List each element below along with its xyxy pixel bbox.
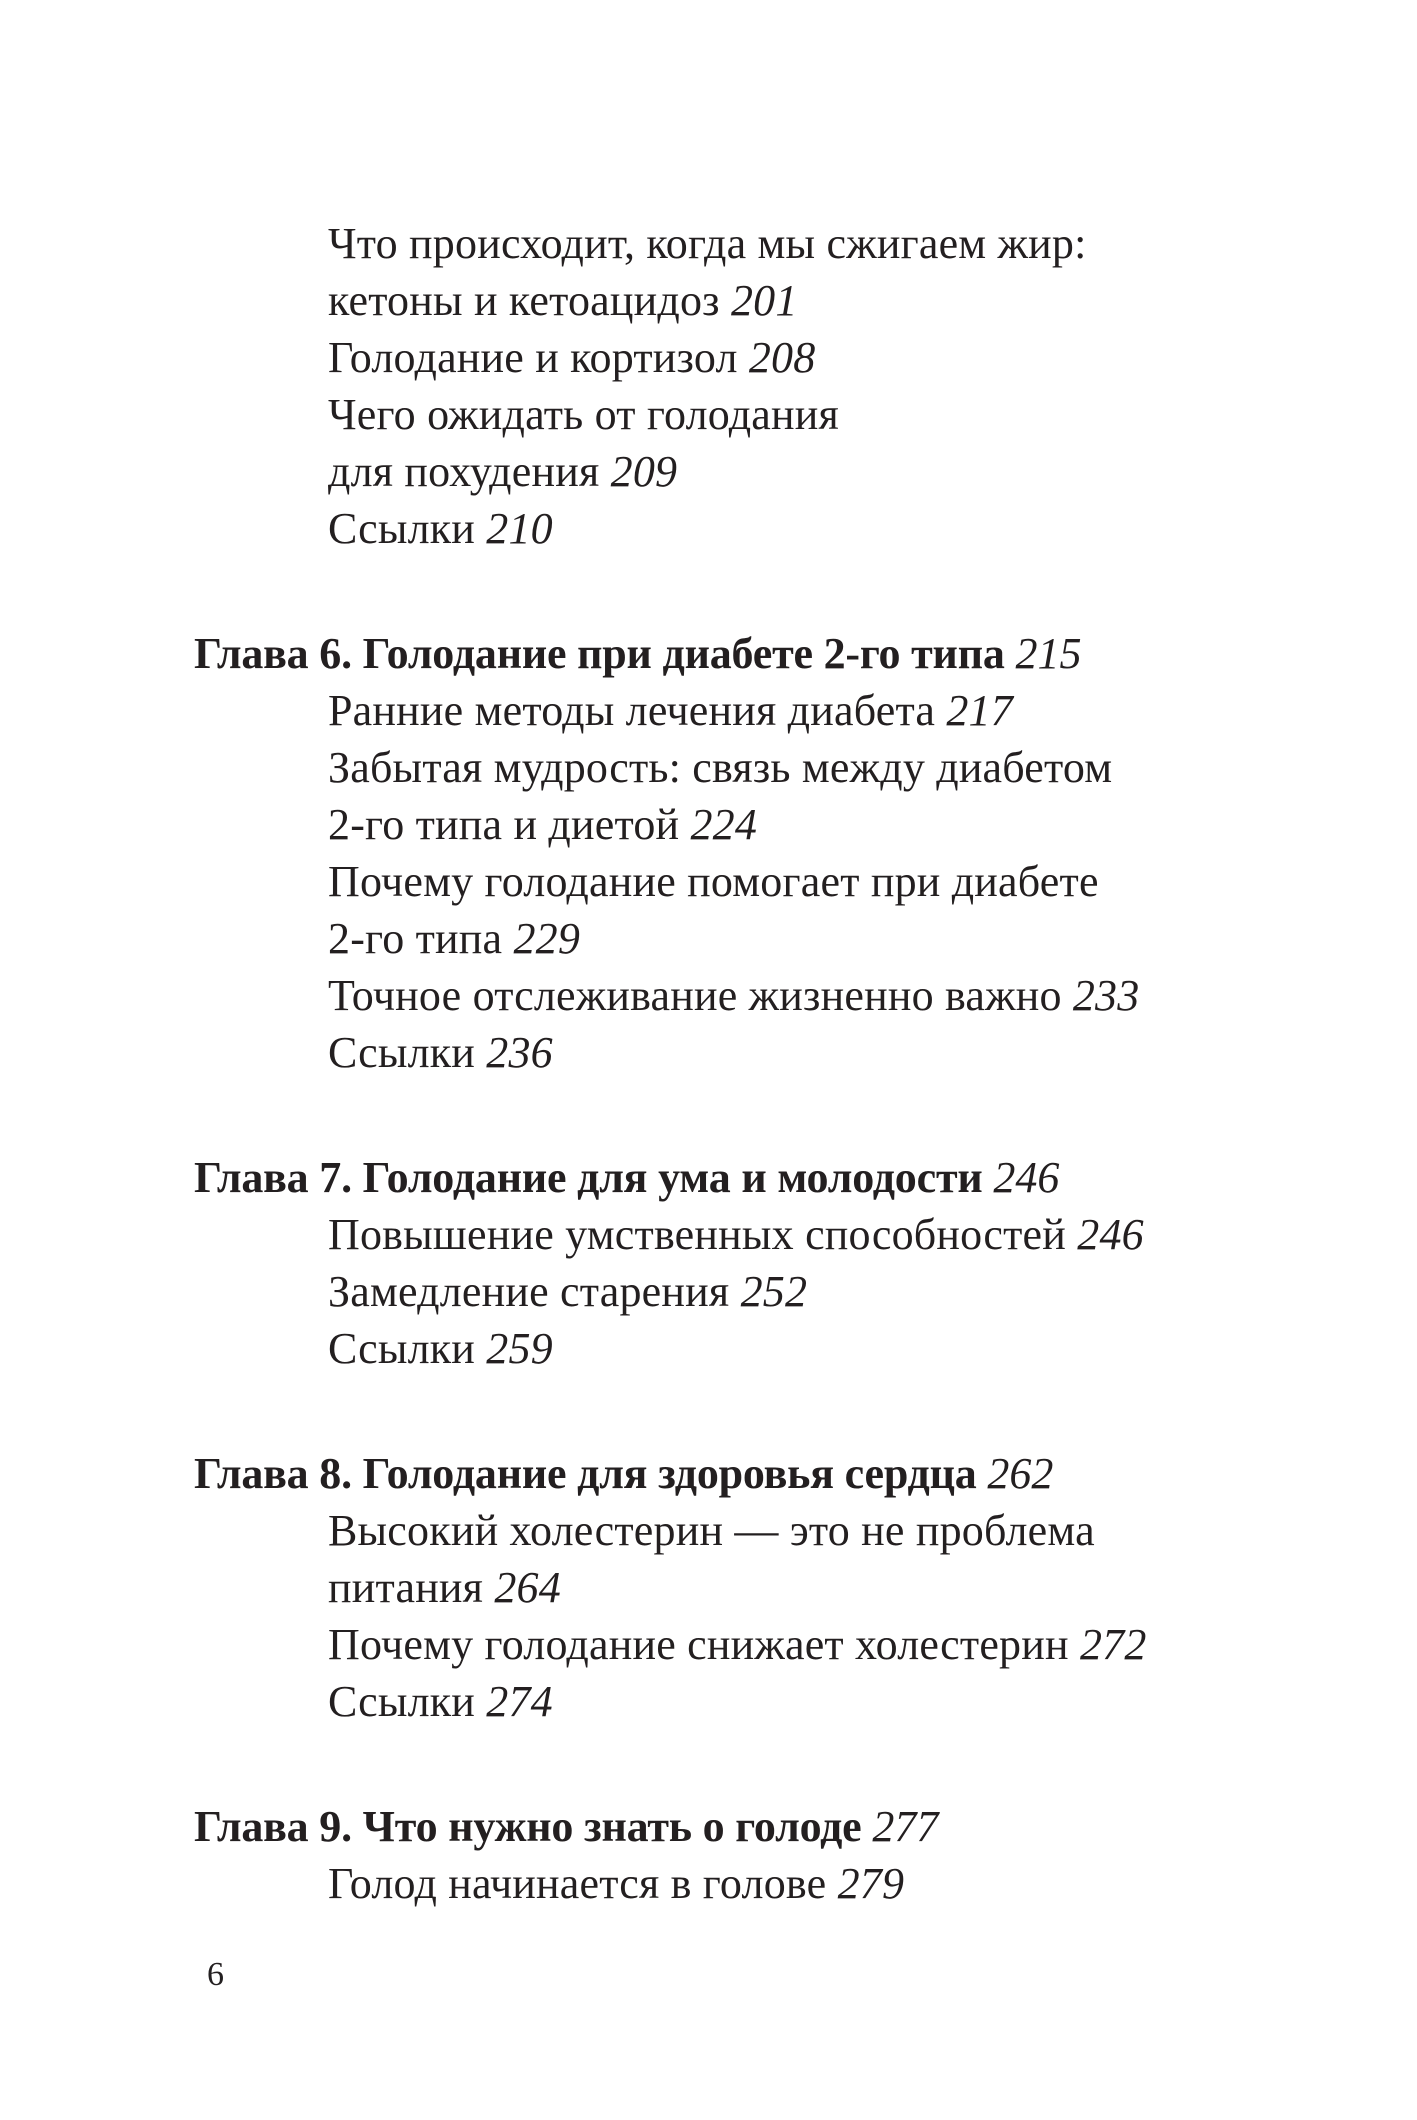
page-number: 246 (1077, 1210, 1144, 1259)
page-number: 236 (486, 1028, 553, 1077)
toc-entry (328, 329, 1314, 386)
page-number: 259 (486, 1324, 553, 1373)
page-number: 262 (987, 1449, 1054, 1498)
page-number: 217 (946, 686, 1013, 735)
toc-entry (328, 682, 1314, 739)
chapter-title: Глава 6. Голодание при диабете 2-го типа (194, 629, 1005, 678)
toc-entry-text: Почему голодание помогает при диабете (328, 857, 1099, 906)
toc-entry (328, 386, 1314, 500)
toc-entry-text: Забытая мудрость: связь между диабетом (328, 743, 1113, 792)
page-number: 210 (486, 504, 553, 553)
page-number: 252 (740, 1267, 808, 1316)
toc-entry (328, 1855, 1314, 1912)
folio-page-number: 6 (207, 1956, 224, 1993)
toc-entry-text: Что происходит, когда мы сжигаем жир: (328, 219, 1087, 268)
page-number: 279 (837, 1859, 905, 1908)
toc-entry-text: Ссылки (328, 504, 476, 553)
toc-entry-text: Ссылки (328, 1028, 476, 1077)
toc-entry-text: Ссылки (328, 1677, 476, 1726)
toc-entry (328, 739, 1314, 853)
toc-entry-text: Ссылки (328, 1324, 476, 1373)
toc-entry-text: Замедление старения (328, 1267, 730, 1316)
page-number: 233 (1072, 971, 1140, 1020)
toc-entry (328, 967, 1314, 1024)
toc-entry-text: Высокий холестерин — это не проблема (328, 1506, 1095, 1555)
page-number: 264 (494, 1563, 561, 1612)
toc-entry (328, 1616, 1314, 1673)
page-number: 274 (486, 1677, 553, 1726)
toc-entry-text: Голод начинается в голове (328, 1859, 827, 1908)
toc-entry-text: 2-го типа и диетой (328, 800, 680, 849)
page-number: 277 (872, 1802, 939, 1851)
toc-entry (328, 1024, 1314, 1081)
toc-entry (328, 1502, 1314, 1616)
toc-entry (328, 215, 1314, 329)
page-number: 224 (690, 800, 758, 849)
page-number: 208 (748, 333, 816, 382)
toc-entry-text: Почему голодание снижает холестерин (328, 1620, 1069, 1669)
toc-entry-text: питания (328, 1563, 484, 1612)
page-number: 201 (730, 276, 798, 325)
page-number: 215 (1015, 629, 1082, 678)
page-number: 229 (513, 914, 581, 963)
chapter-heading (194, 1798, 1314, 1855)
page-number: 209 (610, 447, 678, 496)
chapter-title: Глава 7. Голодание для ума и молодости (194, 1153, 983, 1202)
toc-entry (328, 853, 1314, 967)
table-of-contents (194, 215, 1314, 1912)
toc-entry-text: Повышение умственных способностей (328, 1210, 1067, 1259)
toc-entry-text: 2-го типа (328, 914, 503, 963)
toc-entry-text: Голодание и кортизол (328, 333, 738, 382)
chapter-title: Глава 9. Что нужно знать о голоде (194, 1802, 862, 1851)
toc-entry-text: Чего ожидать от голодания (328, 390, 839, 439)
chapter-heading (194, 1445, 1314, 1502)
toc-entry (328, 1206, 1314, 1263)
toc-entry (328, 500, 1314, 557)
toc-entry-text: для похудения (328, 447, 600, 496)
toc-entry (328, 1263, 1314, 1320)
toc-entry (328, 1320, 1314, 1377)
page-number: 246 (993, 1153, 1060, 1202)
toc-entry-text: Точное отслеживание жизненно важно (328, 971, 1062, 1020)
chapter-heading (194, 625, 1314, 682)
chapter-title: Глава 8. Голодание для здоровья сердца (194, 1449, 977, 1498)
toc-entry-text: Ранние методы лечения диабета (328, 686, 936, 735)
page-number: 272 (1079, 1620, 1147, 1669)
toc-entry-text: кетоны и кетоацидоз (328, 276, 720, 325)
toc-entry (328, 1673, 1314, 1730)
chapter-heading (194, 1149, 1314, 1206)
